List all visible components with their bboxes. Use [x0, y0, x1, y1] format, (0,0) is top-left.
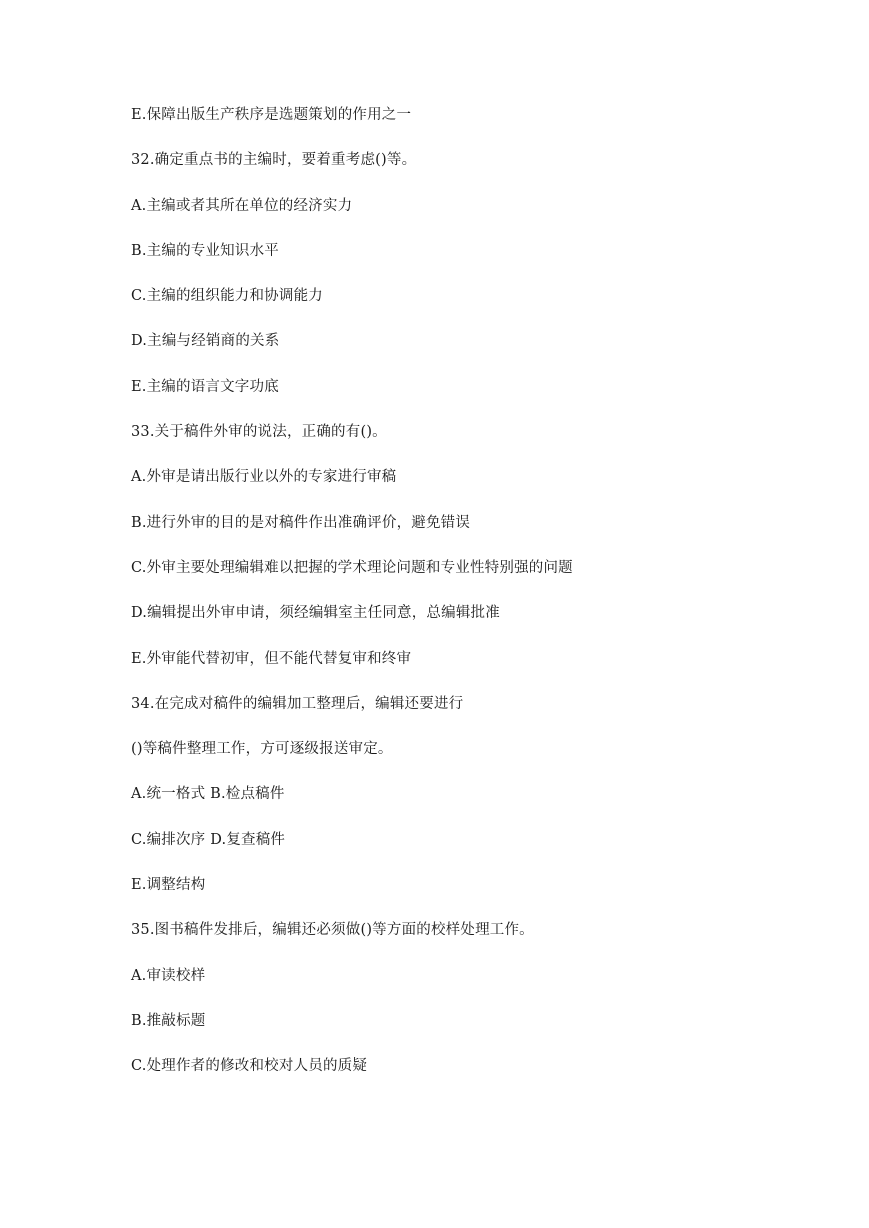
options-cd-q34: C.编排次序 D.复查稿件 [131, 831, 286, 848]
question-33: 33.关于稿件外审的说法，正确的有()。 [131, 424, 387, 441]
question-34-continued: ()等稿件整理工作，方可逐级报送审定。 [131, 741, 393, 758]
option-b-q33: B.进行外审的目的是对稿件作出准确评价，避免错误 [131, 514, 471, 531]
option-b-q32: B.主编的专业知识水平 [131, 242, 279, 259]
option-e-q34: E.调整结构 [131, 877, 206, 894]
option-a-q33: A.外审是请出版行业以外的专家进行审稿 [131, 469, 397, 486]
option-b-q35: B.推敲标题 [131, 1012, 206, 1029]
option-a-q32: A.主编或者其所在单位的经济实力 [131, 197, 353, 214]
option-c-q35: C.处理作者的修改和校对人员的质疑 [131, 1058, 368, 1075]
option-c-q32: C.主编的组织能力和协调能力 [131, 288, 323, 305]
options-ab-q34: A.统一格式 B.检点稿件 [131, 786, 285, 803]
option-d-q33: D.编辑提出外审申请，须经编辑室主任同意，总编辑批准 [131, 605, 500, 622]
question-32: 32.确定重点书的主编时，要着重考虑()等。 [131, 152, 417, 169]
option-e-q32: E.主编的语言文字功底 [131, 378, 279, 395]
option-e-q33: E.外审能代替初审，但不能代替复审和终审 [131, 650, 412, 667]
question-34: 34.在完成对稿件的编辑加工整理后，编辑还要进行 [131, 695, 464, 712]
option-d-q32: D.主编与经销商的关系 [131, 333, 280, 350]
question-35: 35.图书稿件发排后，编辑还必须做()等方面的校样处理工作。 [131, 922, 534, 939]
option-e-q31: E.保障出版生产秩序是选题策划的作用之一 [131, 107, 412, 123]
option-c-q33: C.外审主要处理编辑难以把握的学术理论问题和专业性特别强的问题 [131, 559, 573, 576]
document-body [131, 104, 831, 1101]
option-a-q35: A.审读校样 [131, 967, 206, 984]
